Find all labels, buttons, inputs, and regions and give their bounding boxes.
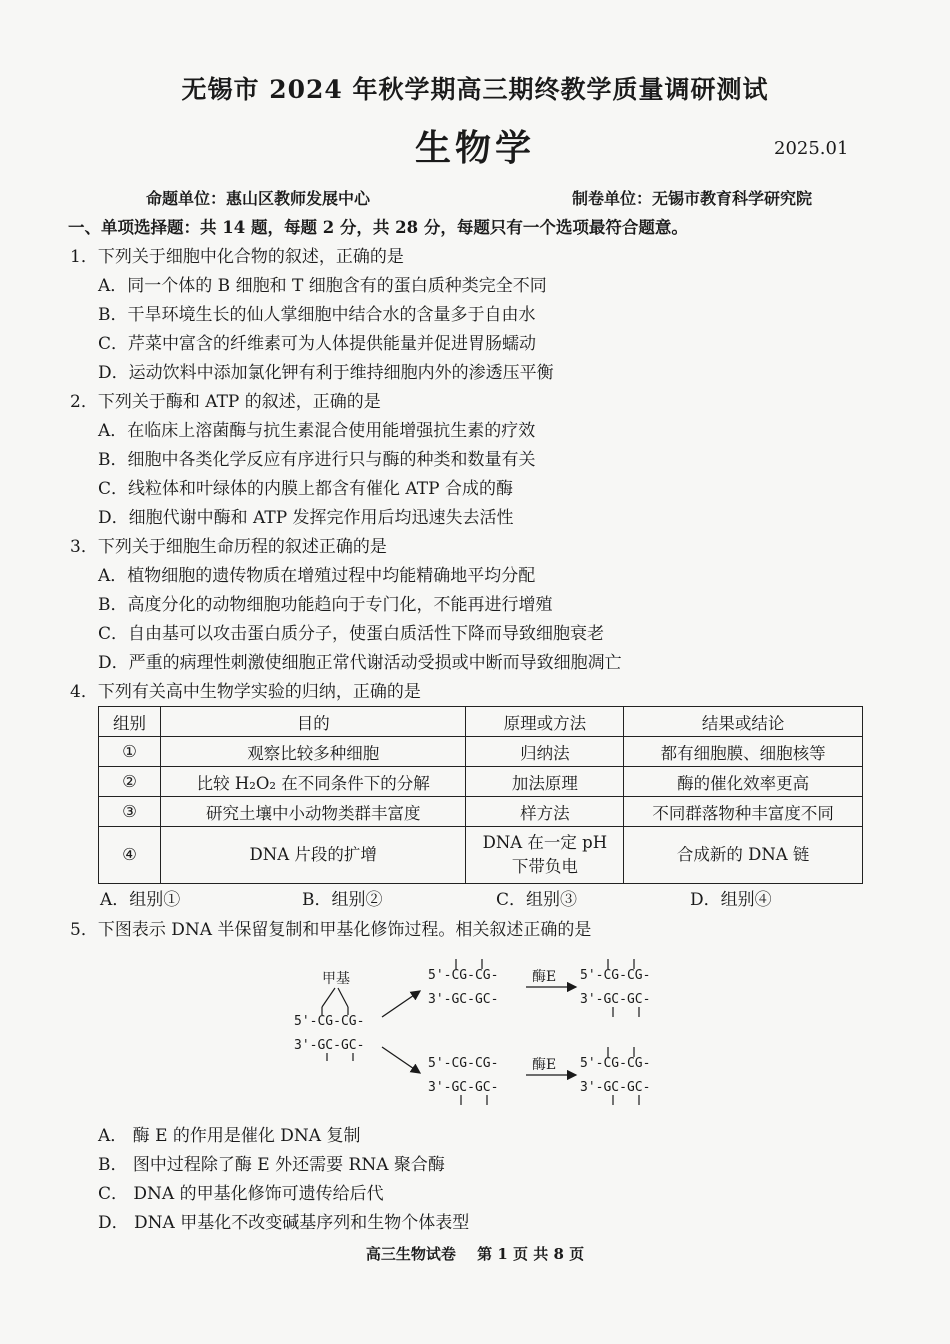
question-3-option-b: B．高度分化的动物细胞功能趋向于专门化，不能再进行增殖 (98, 595, 553, 615)
question-1-option-d: D．运动饮料中添加氯化钾有利于维持细胞内外的渗透压平衡 (98, 363, 554, 383)
table-cell: ② (99, 767, 161, 797)
question-5-option-a: A． 酶 E 的作用是催化 DNA 复制 (98, 1126, 361, 1146)
parental-bottom-strand: 3'-GC-GC- (294, 1038, 365, 1053)
section-heading: 一、单项选择题：共 14 题，每题 2 分，共 28 分，每题只有一个选项最符合题意。 (68, 218, 688, 237)
question-5-option-b: B． 图中过程除了酶 E 外还需要 RNA 聚合酶 (98, 1155, 445, 1175)
question-2-stem: 2．下列关于酶和 ATP 的叙述，正确的是 (70, 392, 381, 412)
table-cell: DNA 在一定 pH 下带负电 (466, 827, 624, 884)
table-cell: 酶的催化效率更高 (624, 767, 863, 797)
upper-result-top-strand: 5'-CG-CG- (580, 968, 651, 983)
question-2-option-b: B．细胞中各类化学反应有序进行只与酶的种类和数量有关 (98, 450, 536, 470)
question-3-option-a: A．植物细胞的遗传物质在增殖过程中均能精确地平均分配 (98, 566, 536, 586)
table-cell: DNA 片段的扩增 (160, 827, 466, 884)
question-1-stem: 1．下列关于细胞中化合物的叙述，正确的是 (70, 247, 404, 267)
parental-dna (294, 1007, 364, 1061)
question-5-option-d: D． DNA 甲基化不改变碱基序列和生物个体表型 (98, 1213, 470, 1233)
table-cell: ① (99, 737, 161, 767)
table-cell: 合成新的 DNA 链 (624, 827, 863, 884)
enzyme-e-label-upper: 酶E (532, 969, 557, 985)
lower-result-bottom-strand: 3'-GC-GC- (580, 1080, 651, 1095)
daughter-dna-upper-hemimethylated (428, 959, 498, 1007)
question-2-option-a: A．在临床上溶菌酶与抗生素混合使用能增强抗生素的疗效 (98, 421, 536, 441)
question-4-option-d: D．组别④ (690, 890, 772, 910)
table-header-cell: 结果或结论 (624, 707, 863, 737)
question-4-option-b: B．组别② (302, 890, 383, 910)
question-2-option-c: C．线粒体和叶绿体的内膜上都含有催化 ATP 合成的酶 (98, 479, 513, 499)
table-cell: 加法原理 (466, 767, 624, 797)
table-cell: 观察比较多种细胞 (160, 737, 466, 767)
parental-top-strand: 5'-CG-CG- (294, 1014, 365, 1029)
methyl-label: 甲基 (322, 971, 350, 987)
daughter-dna-upper-methylated (580, 959, 650, 1017)
table-cell: 样方法 (466, 797, 624, 827)
experiment-table (98, 706, 863, 884)
table-header-cell: 组别 (99, 707, 161, 737)
printing-unit: 制卷单位：无锡市教育科学研究院 (572, 189, 813, 208)
lower-result-top-strand: 5'-CG-CG- (580, 1056, 651, 1071)
table-header-cell: 目的 (160, 707, 466, 737)
question-3-stem: 3．下列关于细胞生命历程的叙述正确的是 (70, 537, 387, 557)
table-cell: 研究土壤中小动物类群丰富度 (160, 797, 466, 827)
table-header-row (99, 707, 863, 737)
lower-bottom-strand: 3'-GC-GC- (428, 1080, 499, 1095)
question-5-option-c: C． DNA 的甲基化修饰可遗传给后代 (98, 1184, 384, 1204)
question-1-option-a: A．同一个体的 B 细胞和 T 细胞含有的蛋白质种类完全不同 (98, 276, 547, 296)
table-row (99, 797, 863, 827)
upper-top-strand: 5'-CG-CG- (428, 968, 499, 983)
lower-top-strand: 5'-CG-CG- (428, 1056, 499, 1071)
daughter-dna-lower-hemimethylated (428, 1056, 498, 1105)
table-header-cell: 原理或方法 (466, 707, 624, 737)
question-3-option-d: D．严重的病理性刺激使细胞正常代谢活动受损或中断而导致细胞凋亡 (98, 653, 622, 673)
table-cell: ③ (99, 797, 161, 827)
upper-bottom-strand: 3'-GC-GC- (428, 992, 499, 1007)
table-row (99, 827, 863, 884)
daughter-dna-lower-methylated (580, 1047, 650, 1105)
question-setter-unit: 命题单位：惠山区教师发展中心 (146, 189, 371, 208)
question-4-stem: 4．下列有关高中生物学实验的归纳，正确的是 (70, 682, 421, 702)
replication-arrow-up (382, 991, 420, 1017)
question-4-option-a: A．组别① (100, 890, 181, 910)
question-3-option-c: C．自由基可以攻击蛋白质分子，使蛋白质活性下降而导致细胞衰老 (98, 624, 605, 644)
enzyme-e-label-lower: 酶E (532, 1057, 557, 1073)
question-4-option-c: C．组别③ (496, 890, 578, 910)
table-row (99, 767, 863, 797)
table-cell: 归纳法 (466, 737, 624, 767)
table-row (99, 737, 863, 767)
table-cell: 比较 H₂O₂ 在不同条件下的分解 (160, 767, 466, 797)
table-cell: 都有细胞膜、细胞核等 (624, 737, 863, 767)
paper-name: 高三生物试卷 (365, 1245, 456, 1263)
dna-methylation-diagram (280, 955, 680, 1115)
exam-title: 无锡市 2024 年秋学期高三期终教学质量调研测试 (181, 75, 769, 104)
question-1-option-b: B．干旱环境生长的仙人掌细胞中结合水的含量多于自由水 (98, 305, 536, 325)
exam-date: 2025.01 (774, 138, 849, 159)
page-footer (0, 1243, 950, 1264)
table-cell: 不同群落物种丰富度不同 (624, 797, 863, 827)
question-5-stem: 5．下图表示 DNA 半保留复制和甲基化修饰过程。相关叙述正确的是 (70, 920, 592, 940)
subject-title: 生物学 (414, 127, 535, 169)
replication-arrow-down (382, 1047, 420, 1073)
upper-result-bottom-strand: 3'-GC-GC- (580, 992, 651, 1007)
question-2-option-d: D．细胞代谢中酶和 ATP 发挥完作用后均迅速失去活性 (98, 508, 514, 528)
question-1-option-c: C．芹菜中富含的纤维素可为人体提供能量并促进胃肠蠕动 (98, 334, 537, 354)
page-number: 第 1 页 共 8 页 (477, 1245, 585, 1263)
table-cell: ④ (99, 827, 161, 884)
